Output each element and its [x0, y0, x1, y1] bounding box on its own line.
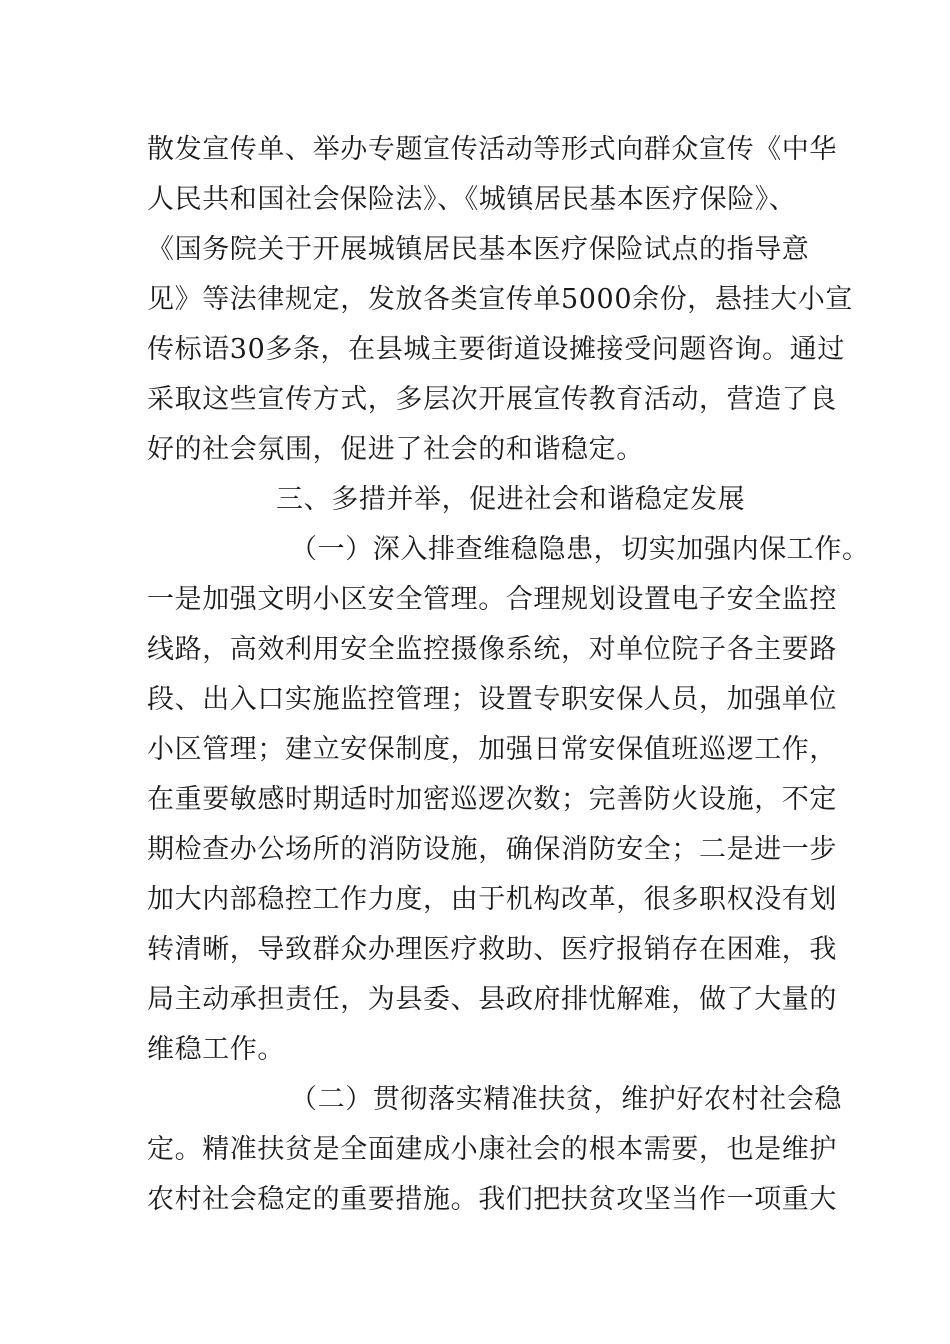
paragraph-line: 传标语30多条，在县城主要街道设摊接受问题咨询。通过 — [147, 334, 845, 365]
paragraph-line: 一是加强文明小区安全管理。合理规划设置电子安全监控 — [147, 584, 837, 615]
paragraph-line: 好的社会氛围，促进了社会的和谐稳定。 — [147, 434, 644, 465]
paragraph-line: 定。精准扶贫是全面建成小康社会的根本需要，也是维护 — [147, 1134, 837, 1165]
subsection-heading: （二）贯彻落实精准扶贫，维护好农村社会稳 — [290, 1084, 842, 1115]
paragraph-line: 采取这些宣传方式，多层次开展宣传教育活动，营造了良 — [147, 384, 837, 415]
paragraph-line: 在重要敏感时期适时加密巡逻次数；完善防火设施，不定 — [147, 784, 837, 815]
paragraph-line: 《国务院关于开展城镇居民基本医疗保险试点的指导意 — [147, 234, 810, 265]
paragraph-line: 维稳工作。 — [147, 1034, 285, 1065]
paragraph-line: 见》等法律规定，发放各类宣传单5000余份，悬挂大小宣 — [147, 284, 853, 315]
paragraph-line: 转清晰，导致群众办理医疗救助、医疗报销存在困难，我 — [147, 934, 837, 965]
paragraph-line: 局主动承担责任，为县委、县政府排忧解难，做了大量的 — [147, 984, 837, 1015]
paragraph-line: 农村社会稳定的重要措施。我们把扶贫攻坚当作一项重大 — [147, 1184, 837, 1215]
subsection-heading: （一）深入排查维稳隐患，切实加强内保工作。 — [290, 534, 870, 565]
paragraph-line: 段、出入口实施监控管理；设置专职安保人员，加强单位 — [147, 684, 837, 715]
paragraph-line: 期检查办公场所的消防设施，确保消防安全；二是进一步 — [147, 834, 837, 865]
paragraph-line: 人民共和国社会保险法》、《城镇居民基本医疗保险》、 — [147, 184, 797, 215]
section-heading: 三、多措并举，促进社会和谐稳定发展 — [276, 484, 746, 515]
paragraph-line: 线路，高效利用安全监控摄像系统，对单位院子各主要路 — [147, 634, 837, 665]
paragraph-line: 散发宣传单、举办专题宣传活动等形式向群众宣传《中华 — [147, 134, 837, 165]
paragraph-line: 小区管理；建立安保制度，加强日常安保值班巡逻工作， — [147, 734, 837, 765]
paragraph-line: 加大内部稳控工作力度，由于机构改革，很多职权没有划 — [147, 884, 837, 915]
